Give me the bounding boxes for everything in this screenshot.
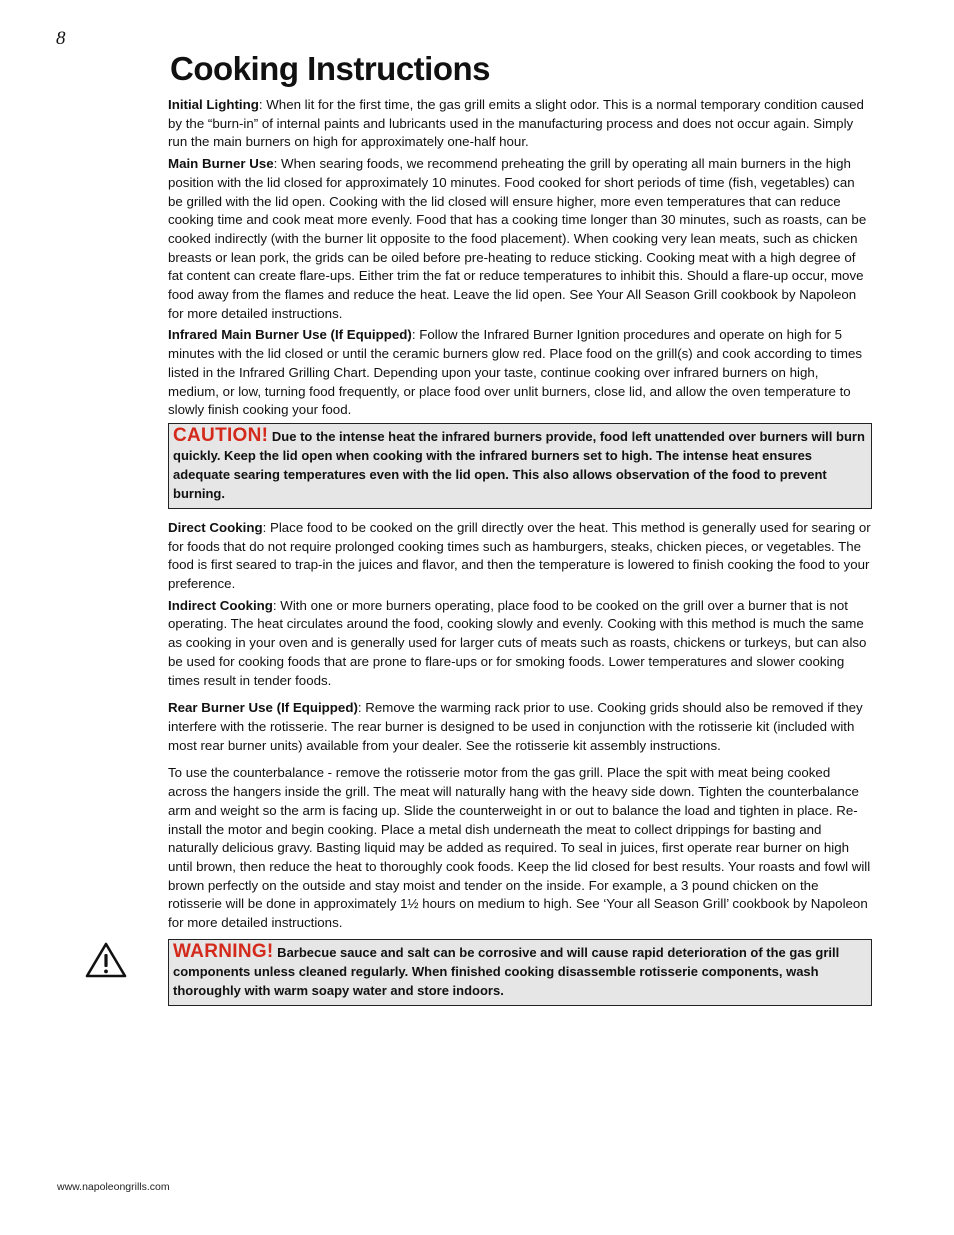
section-heading: Main Burner Use — [168, 156, 274, 172]
section-heading: Indirect Cooking — [168, 597, 273, 613]
warning-text: Barbecue sauce and salt can be corrosive and will cause rapid deterioration of the gas grill components unless cleaned regularly. When finished cooking disassemble rotisserie components, wash thoroughly with warm soapy water and store indoors. — [173, 944, 840, 998]
paragraph-text: : Remove the warming rack prior to use. Cooking grids should also be removed if they interfere with the rotisserie. The rear burner is designed to be used in conjunction with the rotisserie kit (included with most rear burner units) available from your dealer. See the rotisserie kit assembly instructions. — [168, 700, 863, 753]
section-heading: Direct Cooking — [168, 519, 263, 535]
footer-url: www.napoleongrills.com — [57, 1181, 170, 1193]
infrared-burner-paragraph — [168, 326, 872, 420]
direct-cooking-paragraph — [168, 519, 872, 594]
warning-triangle-icon — [84, 941, 128, 979]
paragraph-text: : Follow the Infrared Burner Ignition procedures and operate on high for 5 minutes with the lid closed or until the ceramic burners glow red. Place food on the grill(s) and cook according to times listed in the Infrared Grilling Chart. Depending upon your taste, continue cooking over infrared burners on high, medium, or low, turning food frequently, or place food over unlit burners, close lid, and allow the oven temperature to slowly finish cooking your food. — [168, 327, 862, 418]
warning-label: WARNING! — [173, 940, 274, 962]
counterbalance-paragraph: To use the counterbalance - remove the rotisserie motor from the gas grill. Place the spit with meat being cooked across the hangers inside the grill. The meat will naturally hang with the heavy side down. Tighten the counterbalance arm and weight so the arm is facing up. Slide the counterweight in or out to balance the load and tighten in place. Re-install the motor and begin cooking. Place a metal dish underneath the meat to collect drippings for basting and naturally delicious gravy. Basting liquid may be added as required. To seal in juices, first operate rear burner on high until brown, then reduce the heat to thoroughly cook foods. Keep the lid closed for best results. Your roasts and fowl will brown perfectly on the outside and stay moist and tender on the inside. For example, a 3 pound chicken on the rotisserie will be done in approximately 1½ hours on medium to high. See ‘Your all Season Grill’ cookbook by Napoleon for more detailed instructions. — [168, 765, 871, 931]
caution-text: Due to the intense heat the infrared burners provide, food left unattended over burners will burn quickly. Keep the lid open when cooking with the infrared burners set to high. The intense heat ensures adequate searing temperatures even with the lid open. This also allows observation of the food to prevent burning. — [173, 428, 865, 501]
warning-section — [168, 939, 872, 1006]
section-heading: Infrared Main Burner Use (If Equipped) — [168, 327, 412, 343]
indirect-cooking-paragraph — [168, 597, 872, 691]
initial-lighting-paragraph — [168, 96, 872, 152]
main-burner-paragraph — [168, 155, 872, 323]
page-title: Cooking Instructions — [170, 50, 490, 87]
section-heading: Initial Lighting — [168, 97, 259, 112]
caution-box — [168, 423, 872, 509]
section-heading: Rear Burner Use (If Equipped) — [168, 700, 358, 716]
paragraph-text: : With one or more burners operating, place food to be cooked on the grill over a burner that is not operating. The heat circulates around the food, cooking slowly and evenly. Cooking with this method is much the same as cooking in your oven and is generally used for larger cuts of meats such as roasts, chickens or turkeys, but can also be used for cooking foods that are prone to flare-ups or for smoking foods. Lower temperatures and slower cooking times result in tender foods. — [168, 597, 867, 688]
paragraph-text: : Place food to be cooked on the grill directly over the heat. This method is generally used for searing or for foods that do not require prolonged cooking times such as hamburgers, steaks, chicken pieces, or vegetables. The food is first seared to trap-in the juices and flavor, and then the temperature is lowered to finish cooking the food to your preference. — [168, 519, 871, 592]
rear-burner-paragraph — [168, 699, 872, 755]
instructions-body — [168, 96, 872, 1016]
warning-box — [168, 939, 872, 1006]
page-number: 8 — [56, 28, 66, 49]
paragraph-text: : When searing foods, we recommend preheating the grill by operating all main burners in the high position with the lid closed for approximately 10 minutes. Food cooked for short periods of time (fish, vegetables) can be grilled with the lid open. Cooking with the lid closed will ensure higher, more even temperatures that can reduce cooking time and cook meat more evenly. Food that has a cooking time longer than 30 minutes, such as roasts, can be cooked indirectly (with the burner lit opposite to the food placement). When cooking very lean meats, such as chicken breasts or lean pork, the grids can be oiled before pre-heating to reduce sticking. Cooking meat with a high degree of fat content can create flare-ups. Either trim the fat or reduce temperatures to inhibit this. Should a flare-up occur, move food away from the flames and reduce the heat. Leave the lid open. See Your All Season Grill cookbook by Napoleon for more detailed instructions. — [168, 156, 867, 321]
paragraph-text: : When lit for the first time, the gas grill emits a slight odor. This is a normal temporary condition caused by the “burn-in” of internal paints and lubricants used in the manufacturing process and does not occur again. Simply run the main burners on high for approximately one-half hour. — [168, 97, 864, 150]
caution-label: CAUTION! — [173, 424, 269, 446]
